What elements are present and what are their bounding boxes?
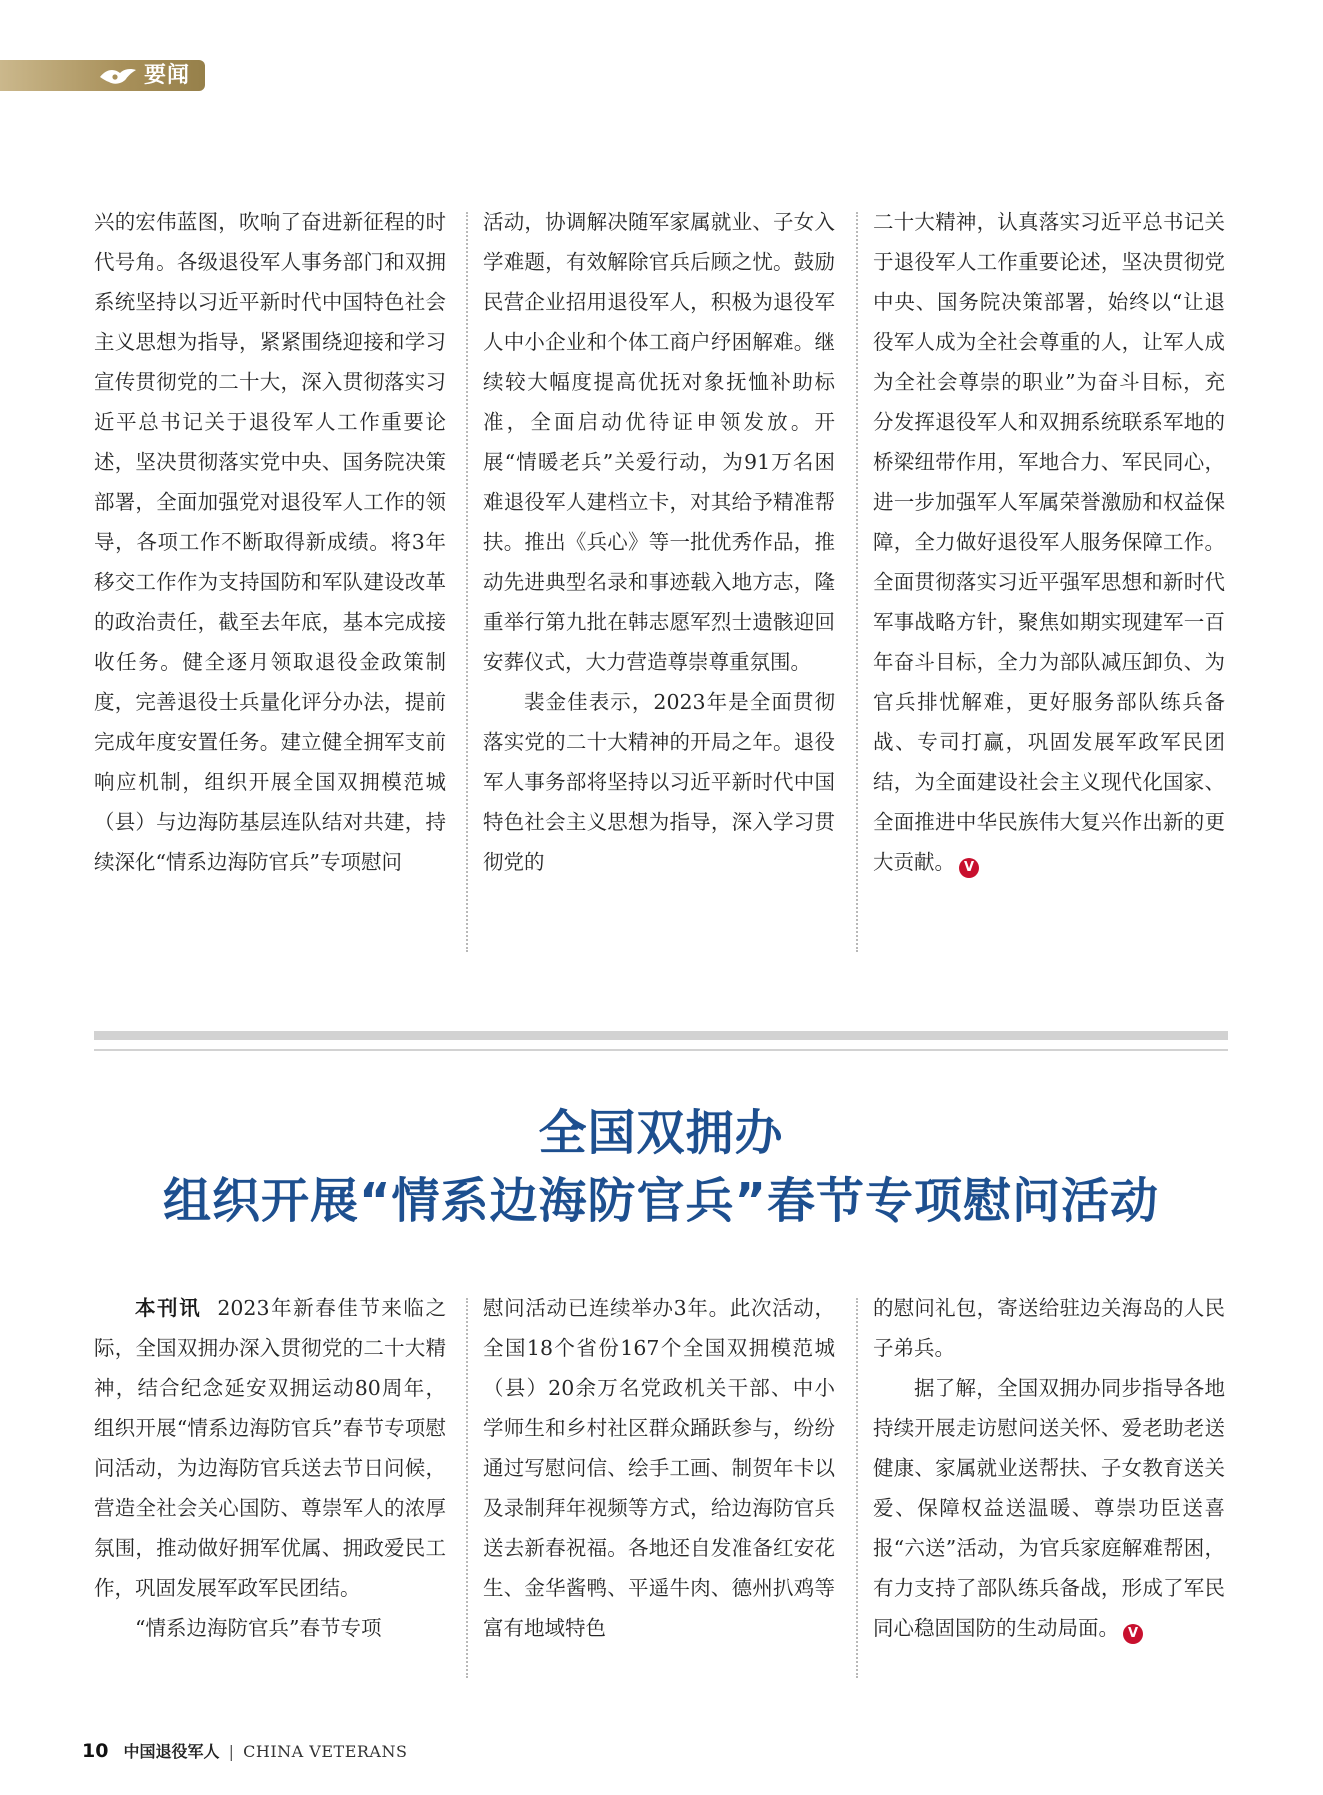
section-label: 要闻 — [144, 63, 191, 88]
article1-column-1 — [94, 202, 446, 882]
column-rule — [856, 1298, 858, 1678]
article2-headline-line-2: 组织开展“情系边海防官兵”春节专项慰问活动 — [162, 1173, 1160, 1229]
section-divider — [94, 1031, 1228, 1040]
article2-column-1 — [94, 1288, 446, 1648]
article1-col3-body: 二十大精神，认真落实习近平总书记关于退役军人工作重要论述，坚决贯彻党中央、国务院决策部署，始终以“让退役军人成为全社会尊重的人，让军人成为全社会尊崇的职业”为奋斗目标，充分发挥退役军人和双拥系统联系军地的桥梁纽带作用，军地合力、军民同心，进一步加强军人军属荣誉激励和权益保障，全力做好退役军人服务保障工作。全面贯彻落实习近平强军思想和新时代军事战略方针，聚焦如期实现建军一百年奋斗目标，全力为部队减压卸负、为官兵排忧解难，更好服务部队练兵备战、专司打赢，巩固发展军政军民团结，为全面建设社会主义现代化国家、全面推进中华民族伟大复兴作出新的更大贡献。 — [873, 210, 1225, 874]
byline: 本刊讯 — [135, 1296, 202, 1320]
section-tab — [0, 60, 205, 91]
section-divider-thin — [94, 1049, 1228, 1051]
column-rule — [856, 212, 858, 952]
article1-col2-paragraph-2: 裴金佳表示，2023年是全面贯彻落实党的二十大精神的开局之年。退役军人事务部将坚持以习近平新时代中国特色社会主义思想为指导，深入学习贯彻党的 — [483, 690, 835, 874]
article1-column-3 — [873, 202, 1225, 882]
end-mark-icon: V — [959, 858, 979, 878]
article2-col1-paragraph-1 — [94, 1288, 446, 1608]
article1-col3-text — [873, 202, 1225, 882]
bird-logo-icon — [98, 65, 138, 87]
magazine-name: 中国退役军人 — [123, 1742, 220, 1761]
end-mark-icon: V — [1123, 1624, 1143, 1644]
article1-col1-text: 兴的宏伟蓝图，吹响了奋进新征程的时代号角。各级退役军人事务部门和双拥系统坚持以习近平新时代中国特色社会主义思想为指导，紧紧围绕迎接和学习宣传贯彻党的二十大，深入贯彻落实习近平总书记关于退役军人工作重要论述，坚决贯彻落实党中央、国务院决策部署，全面加强党对退役军人工作的领导，各项工作不断取得新成绩。将3年移交工作作为支持国防和军队建设改革的政治责任，截至去年底，基本完成接收任务。健全逐月领取退役金政策制度，完善退役士兵量化评分办法，提前完成年度安置任务。建立健全拥军支前响应机制，组织开展全国双拥模范城（县）与边海防基层连队结对共建，持续深化“情系边海防官兵”专项慰问 — [94, 210, 446, 874]
article1-column-2 — [483, 202, 835, 882]
page-footer — [82, 1739, 407, 1764]
article1-col2-paragraph-1: 活动，协调解决随军家属就业、子女入学难题，有效解除官兵后顾之忧。鼓励民营企业招用退役军人，积极为退役军人中小企业和个体工商户纾困解难。继续较大幅度提高优抚对象抚恤补助标准，全面启动优待证申领发放。开展“情暖老兵”关爱行动，为91万名困难退役军人建档立卡，对其给予精准帮扶。推出《兵心》等一批优秀作品，推动先进典型名录和事迹载入地方志，隆重举行第九批在韩志愿军烈士遗骸迎回安葬仪式，大力营造尊崇尊重氛围。 — [483, 210, 835, 674]
article2-column-3 — [873, 1288, 1225, 1648]
article2-col1-lead: 2023年新春佳节来临之际，全国双拥办深入贯彻党的二十大精神，结合纪念延安双拥运动80周年，组织开展“情系边海防官兵”春节专项慰问活动，为边海防官兵送去节日问候，营造全社会关心国防、尊崇军人的浓厚氛围，推动做好拥军优属、拥政爱民工作，巩固发展军政军民团结。 — [94, 1296, 446, 1600]
article2-headline-line-1: 全国双拥办 — [538, 1105, 784, 1161]
column-rule — [466, 1298, 468, 1678]
magazine-name-en: CHINA VETERANS — [243, 1742, 408, 1761]
article2-column-2 — [483, 1288, 835, 1648]
article2-col3-body: 据了解，全国双拥办同步指导各地持续开展走访慰问送关怀、爱老助老送健康、家属就业送帮扶、子女教育送关爱、保障权益送温暖、尊崇功臣送喜报“六送”活动，为官兵家庭解难帮困，有力支持了部队练兵备战，形成了军民同心稳固国防的生动局面。 — [873, 1376, 1225, 1640]
article2-col3-paragraph-1: 的慰问礼包，寄送给驻边关海岛的人民子弟兵。 — [873, 1296, 1225, 1360]
article2-col3-paragraph-2 — [873, 1368, 1225, 1648]
footer-separator: | — [228, 1742, 235, 1761]
article2-col2-text: 慰问活动已连续举办3年。此次活动，全国18个省份167个全国双拥模范城（县）20余万名党政机关干部、中小学师生和乡村社区群众踊跃参与，纷纷通过写慰问信、绘手工画、制贺年卡以及录制拜年视频等方式，给边海防官兵送去新春祝福。各地还自发准备红安花生、金华酱鸭、平遥牛肉、德州扒鸡等富有地域特色 — [483, 1296, 835, 1640]
column-rule — [466, 212, 468, 952]
page-number: 10 — [82, 1740, 109, 1762]
article2-col1-paragraph-2: “情系边海防官兵”春节专项 — [135, 1616, 382, 1640]
